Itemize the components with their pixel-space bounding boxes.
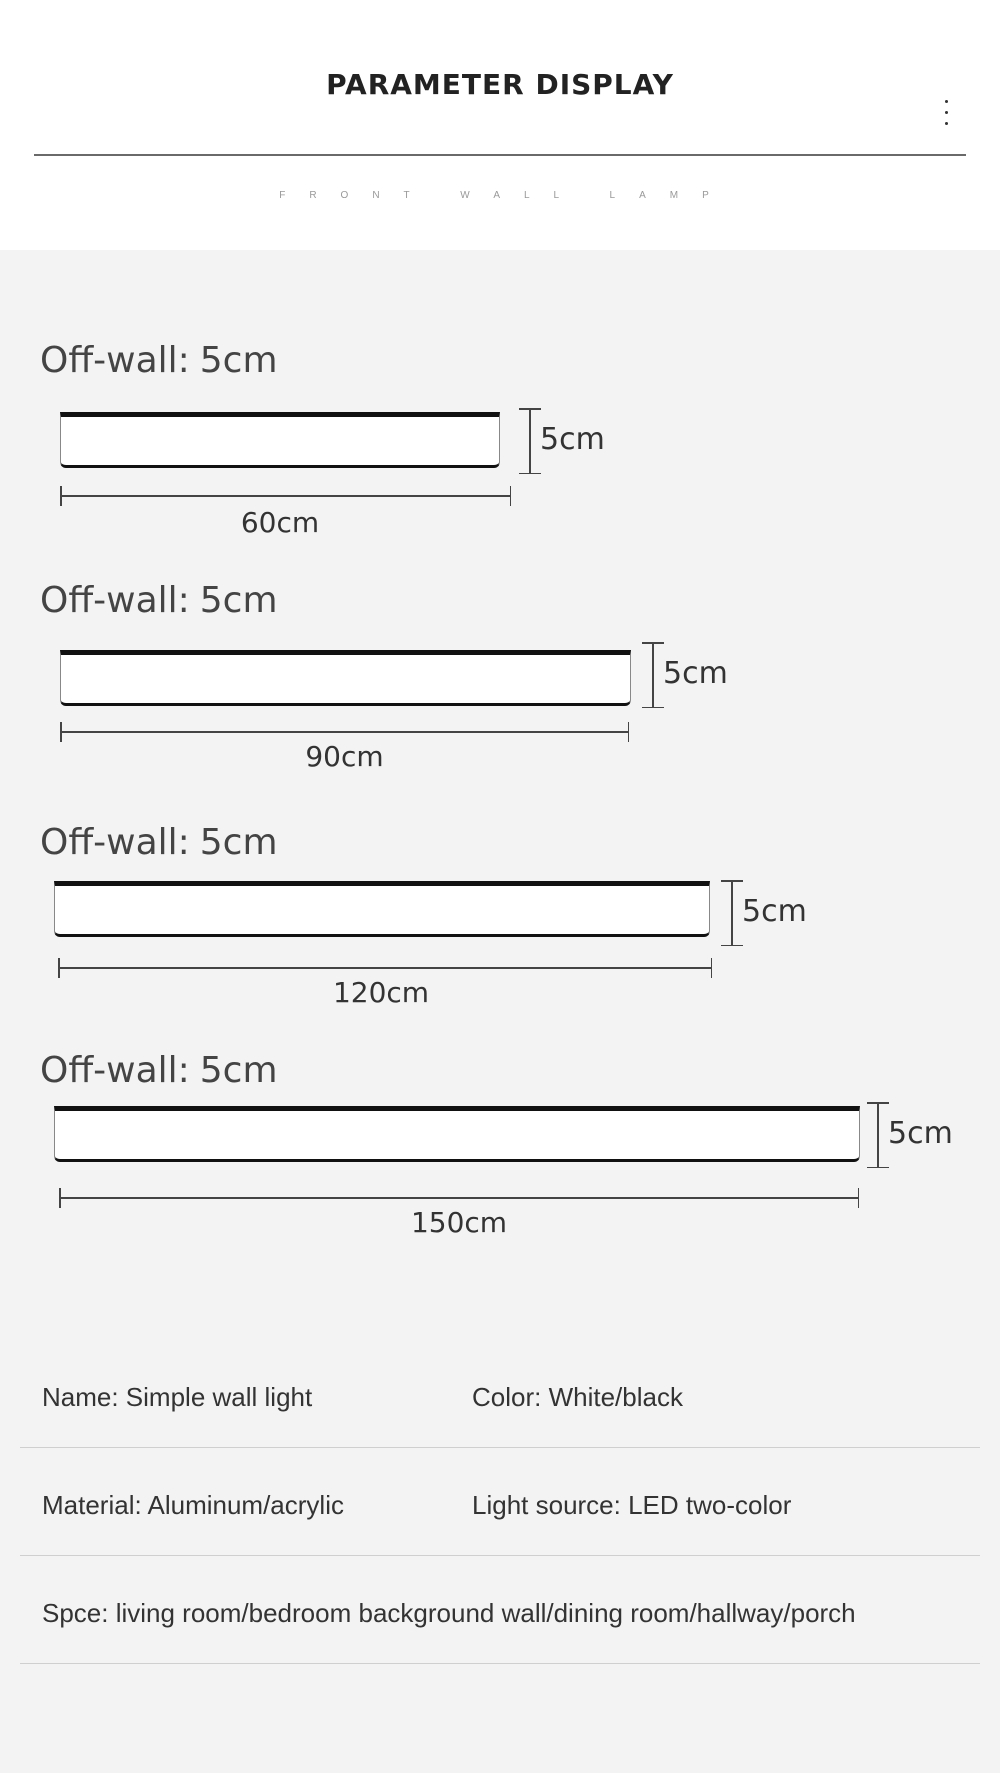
lamp-diagram-90 xyxy=(0,580,1000,800)
lamp-body xyxy=(60,412,500,468)
page-title: PARAMETER DISPLAY xyxy=(326,68,674,101)
length-dimension-label: 150cm xyxy=(410,1206,508,1239)
spec-material: Material: Aluminum/acrylic xyxy=(42,1490,344,1520)
lamp-diagram-120 xyxy=(0,822,1000,1042)
length-dimension-marker xyxy=(59,1188,859,1208)
length-dimension-label: 60cm xyxy=(240,506,320,539)
spec-table xyxy=(20,1340,980,1664)
height-dimension-marker xyxy=(642,642,664,708)
height-dimension-label: 5cm xyxy=(888,1116,953,1151)
spec-row xyxy=(20,1448,980,1556)
height-dimension-marker xyxy=(519,408,541,474)
spec-color: Color: White/black xyxy=(472,1382,683,1412)
spec-row xyxy=(20,1340,980,1448)
offwall-label: Off-wall: 5cm xyxy=(40,580,278,621)
lamp-body xyxy=(54,1106,860,1162)
offwall-label: Off-wall: 5cm xyxy=(40,340,278,381)
header xyxy=(0,0,1000,250)
lamp-diagram-150 xyxy=(0,1050,1000,1270)
height-dimension-marker xyxy=(867,1102,889,1168)
length-dimension-label: 120cm xyxy=(332,976,430,1009)
lamp-body xyxy=(60,650,631,706)
spec-space: Spce: living room/bedroom background wall/dining room/hallway/porch xyxy=(42,1598,856,1628)
height-dimension-label: 5cm xyxy=(540,422,605,457)
lamp-diagram-60 xyxy=(0,340,1000,560)
height-dimension-label: 5cm xyxy=(663,656,728,691)
spec-row xyxy=(20,1556,980,1664)
lamp-body xyxy=(54,881,710,937)
length-dimension-marker xyxy=(60,722,629,742)
offwall-label: Off-wall: 5cm xyxy=(40,1050,278,1091)
length-dimension-label: 90cm xyxy=(305,740,384,773)
spec-name: Name: Simple wall light xyxy=(42,1382,313,1412)
height-dimension-label: 5cm xyxy=(742,894,807,929)
offwall-label: Off-wall: 5cm xyxy=(40,822,278,863)
title-divider xyxy=(34,154,966,156)
length-dimension-marker xyxy=(60,486,511,506)
spec-light-source: Light source: LED two-color xyxy=(472,1490,792,1520)
length-dimension-marker xyxy=(58,958,712,978)
height-dimension-marker xyxy=(721,880,743,946)
more-vertical-icon[interactable] xyxy=(940,100,952,140)
page-subtitle: FRONT WALL LAMP xyxy=(279,190,733,201)
